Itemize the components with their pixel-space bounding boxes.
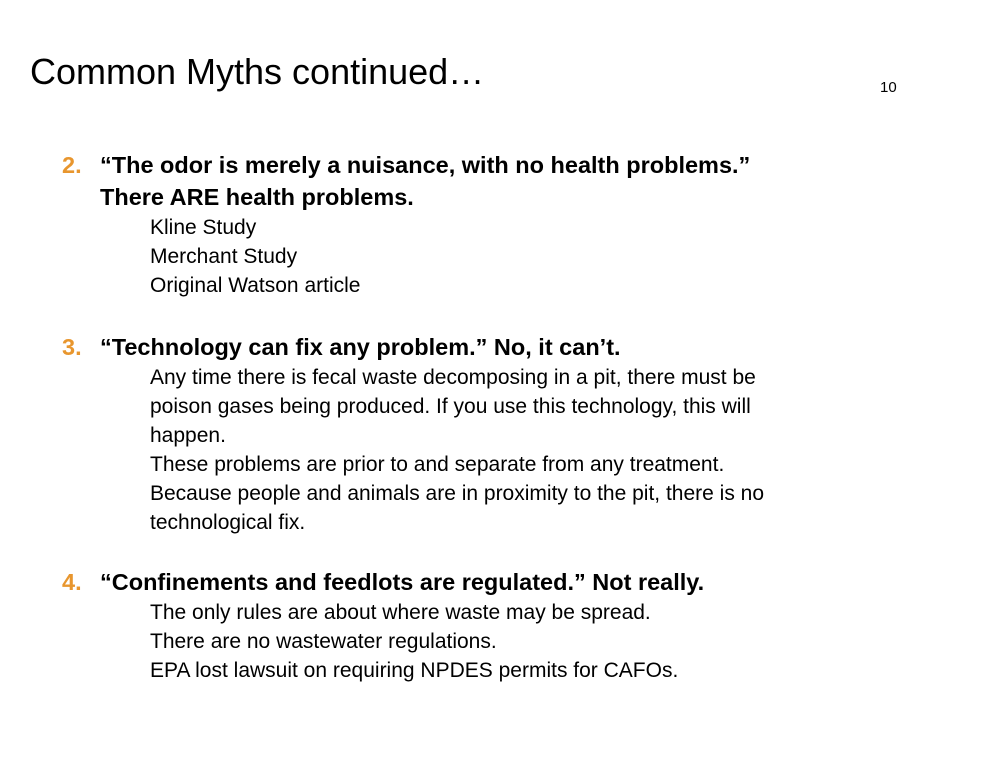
detail-line: There are no wastewater regulations. [150,630,497,653]
myth-quote: “The odor is merely a nuisance, with no health problems.” [100,152,751,178]
myth-answer: There ARE health problems. [100,184,414,210]
myth-number: 3. [62,334,82,360]
myth-number: 4. [62,569,82,595]
myth-heading [62,331,962,363]
myth-details [62,598,962,685]
detail-line: happen. [150,424,226,447]
myth-item [62,149,962,300]
detail-line: Original Watson article [150,274,361,297]
myth-number: 2. [62,152,82,178]
myth-details [62,363,962,537]
detail-line: Kline Study [150,216,257,239]
detail-line: Because people and animals are in proximity to the pit, there is no [150,482,765,505]
myth-heading [62,149,962,181]
detail-line: EPA lost lawsuit on requiring NPDES permits for CAFOs. [150,659,679,682]
slide-title: Common Myths continued… [30,51,485,92]
detail-line: poison gases being produced. If you use this technology, this will [150,395,751,418]
detail-line: Merchant Study [150,245,298,268]
detail-line: technological fix. [150,511,306,534]
detail-line: These problems are prior to and separate from any treatment. [150,453,725,476]
detail-line: Any time there is fecal waste decomposing in a pit, there must be [150,366,756,389]
myth-quote: “Confinements and feedlots are regulated.” Not really. [100,569,705,595]
myth-quote: “Technology can fix any problem.” No, it can’t. [100,334,621,360]
myth-details [62,213,962,300]
myth-item [62,566,962,685]
page-number: 10 [880,79,897,96]
myth-heading [62,566,962,598]
myth-item [62,331,962,537]
detail-line: The only rules are about where waste may be spread. [150,601,651,624]
